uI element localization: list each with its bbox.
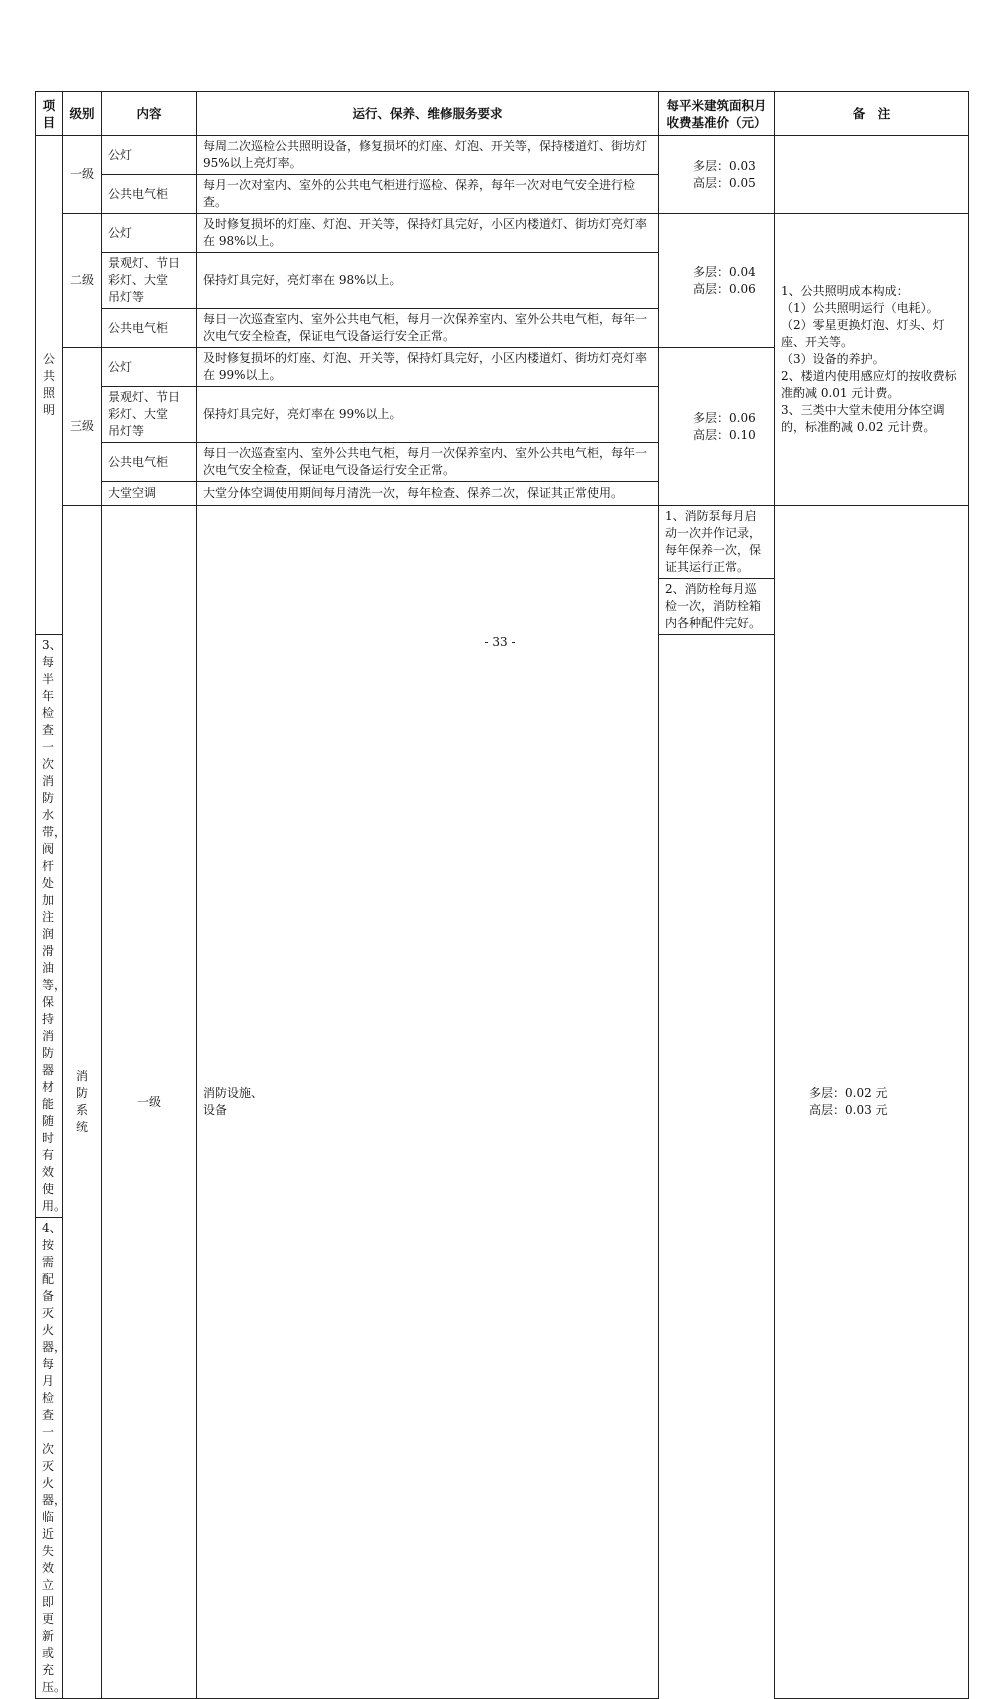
table-row — [36, 506, 969, 579]
content-cell: 公灯 — [102, 214, 197, 253]
requirement-cell: 2、消防栓每月巡检一次，消防栓箱内各种配件完好。 — [659, 579, 775, 635]
requirement-cell: 每日一次巡查室内、室外公共电气柜，每月一次保养室内、室外公共电气柜，每年一次电气安全检查，保证电气设备运行安全正常。 — [197, 309, 659, 348]
project-fire: 消 防 系 统 — [63, 506, 102, 1699]
content-cell: 消防设施、 设备 — [197, 506, 659, 1699]
content-cell: 公共电气柜 — [102, 443, 197, 482]
content-cell: 大堂空调 — [102, 482, 197, 506]
requirement-cell: 保持灯具完好，亮灯率在 98%以上。 — [197, 253, 659, 309]
requirement-cell: 3、每半年检查一次消防水带，阀杆处加注润滑油等，保持消防器材能随时有效使用。 — [36, 635, 63, 1218]
fee-cell: 多层：0.03 高层：0.05 — [659, 136, 775, 214]
content-cell: 公共电气柜 — [102, 309, 197, 348]
requirement-cell: 大堂分体空调使用期间每月清洗一次，每年检查、保养二次，保证其正常使用。 — [197, 482, 659, 506]
requirement-cell: 每月一次对室内、室外的公共电气柜进行巡检、保养，每年一次对电气安全进行检查。 — [197, 175, 659, 214]
fee-cell: 多层：0.06 高层：0.10 — [659, 348, 775, 506]
project-lighting: 公 共 照 明 — [36, 136, 63, 635]
content-cell: 公灯 — [102, 348, 197, 387]
requirement-cell: 及时修复损坏的灯座、灯泡、开关等，保持灯具完好，小区内楼道灯、街坊灯亮灯率在 98%以上。 — [197, 214, 659, 253]
requirement-cell: 1、消防泵每月启动一次并作记录，每年保养一次，保证其运行正常。 — [659, 506, 775, 579]
header-content: 内容 — [102, 92, 197, 136]
page-number: - 33 - — [484, 635, 516, 649]
requirement-cell: 每日一次巡查室内、室外公共电气柜，每月一次保养室内、室外公共电气柜，每年一次电气安全检查，保证电气设备运行安全正常。 — [197, 443, 659, 482]
content-cell: 公共电气柜 — [102, 175, 197, 214]
requirement-cell: 每周二次巡检公共照明设备，修复损坏的灯座、灯泡、开关等，保持楼道灯、街坊灯 95%以上亮灯率。 — [197, 136, 659, 175]
remarks-empty — [775, 136, 969, 214]
level-cell: 一级 — [102, 506, 197, 1699]
header-level: 级别 — [63, 92, 102, 136]
level-cell: 三级 — [63, 348, 102, 506]
table-header-row — [36, 92, 969, 136]
header-fee: 每平米建筑面积月 收费基准价（元） — [659, 92, 775, 136]
requirement-cell: 及时修复损坏的灯座、灯泡、开关等，保持灯具完好，小区内楼道灯、街坊灯亮灯率在 99%以上。 — [197, 348, 659, 387]
header-requirements: 运行、保养、维修服务要求 — [197, 92, 659, 136]
content-cell: 景观灯、节日 彩灯、大堂 吊灯等 — [102, 253, 197, 309]
content-cell: 景观灯、节日 彩灯、大堂 吊灯等 — [102, 387, 197, 443]
level-cell: 二级 — [63, 214, 102, 348]
content-cell: 公灯 — [102, 136, 197, 175]
service-standard-table — [35, 91, 969, 1699]
requirement-cell: 4、按需配备灭火器，每月检查一次灭火器，临近失效立即更新或充压。 — [36, 1218, 63, 1699]
header-remarks: 备 注 — [775, 92, 969, 136]
header-project: 项 目 — [36, 92, 63, 136]
table-row — [36, 214, 969, 253]
remarks-lighting: 1、公共照明成本构成： （1）公共照明运行（电耗）。 （2）零星更换灯泡、灯头、灯座、开关等。 （3）设备的养护。 2、楼道内使用感应灯的按收费标准酌减 0.01 元计费。 3、三类中大堂未使用分体空调的，标准酌减 0.02 元计费。 — [775, 214, 969, 506]
fee-cell: 多层：0.04 高层：0.06 — [659, 214, 775, 348]
requirement-cell: 保持灯具完好，亮灯率在 99%以上。 — [197, 387, 659, 443]
table-row — [36, 136, 969, 175]
fee-cell: 多层：0.02 元 高层：0.03 元 — [775, 506, 969, 1699]
level-cell: 一级 — [63, 136, 102, 214]
